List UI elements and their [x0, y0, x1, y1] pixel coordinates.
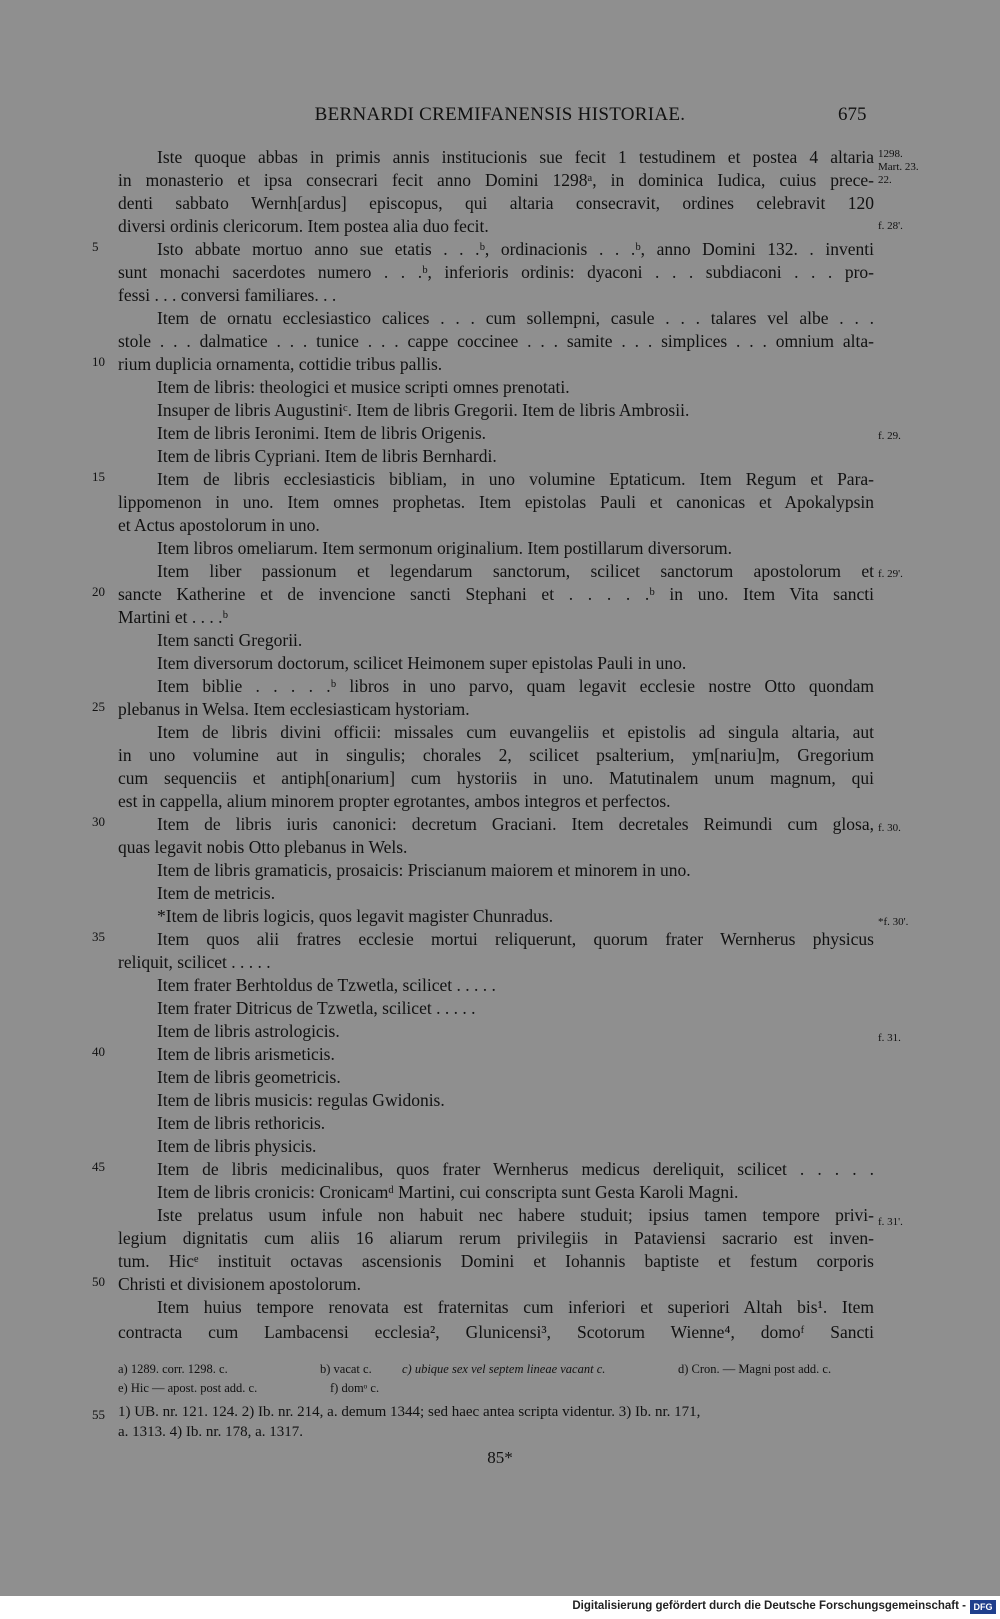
- text-line: Item de libris: theologici et musice scripti omnes prenotati.: [157, 377, 570, 397]
- text-line: Item de ornatu ecclesiastico calices . . . cum sollempni, casule . . . talares vel albe . . .: [157, 308, 874, 328]
- line-number-55: 55: [92, 1407, 105, 1422]
- footnote-b: b) vacat c.: [320, 1362, 372, 1376]
- text-line: Item de libris rethoricis.: [157, 1113, 326, 1133]
- text-line: Item de libris Cypriani. Item de libris Bernhardi.: [157, 446, 497, 466]
- line-number-50: 50: [92, 1274, 105, 1289]
- text-line: Item frater Berhtoldus de Tzwetla, scilicet . . . . .: [157, 975, 496, 995]
- line-number-25: 25: [92, 699, 105, 714]
- reference-line: 1) UB. nr. 121. 124. 2) Ib. nr. 214, a. demum 1344; sed haec antea scripta videntur. 3) Ib. nr. 171,: [118, 1404, 701, 1420]
- line-number-15: 15: [92, 469, 105, 484]
- text-line: Item de libris astrologicis.: [157, 1021, 340, 1041]
- margin-note-folio: f. 28'.: [878, 220, 903, 232]
- margin-note-day: 22.: [878, 174, 892, 186]
- text-line: in monasterio et ipsa consecrari fecit anno Domini 1298ᵃ, in dominica Iudica, cuius prece-: [118, 170, 874, 190]
- text-line: quas legavit nobis Otto plebanus in Wels.: [118, 837, 408, 857]
- signature-mark: 85*: [487, 1448, 513, 1467]
- text-line: Item de libris geometricis.: [157, 1067, 341, 1087]
- text-line: Item de libris divini officii: missales cum euvangeliis et epistolis ad singula altaria, aut: [157, 722, 874, 742]
- text-line: lippomenon in uno. Item omnes prophetas. Item epistolas Pauli et canonicas et Apokalypsin: [118, 492, 874, 512]
- text-line: et Actus apostolorum in uno.: [118, 515, 320, 535]
- line-number-40: 40: [92, 1044, 105, 1059]
- text-line: stole . . . dalmatice . . . tunice . . . cappe coccinee . . . samite . . . simplices . . . omnium alta-: [118, 331, 874, 351]
- text-line: Item liber passionum et legendarum sanctorum, scilicet sanctorum apostolorum et: [157, 561, 874, 581]
- text-line: Item de libris cronicis: Cronicamᵈ Martini, cui conscripta sunt Gesta Karoli Magni.: [157, 1182, 739, 1202]
- margin-note-year: 1298.: [878, 148, 903, 160]
- text-line: est in cappella, alium minorem propter egrotantes, ambos integros et perfectos.: [118, 791, 671, 811]
- text-line: Item sancti Gregorii.: [157, 630, 303, 650]
- text-line: Item quos alii fratres ecclesie mortui reliquerunt, quorum frater Wernherus physicus: [157, 929, 874, 949]
- text-line: Item de libris medicinalibus, quos frater Wernherus medicus dereliquit, scilicet . . . . .: [157, 1159, 874, 1179]
- text-line: *Item de libris logicis, quos legavit magister Chunradus.: [157, 906, 554, 926]
- text-line: sunt monachi sacerdotes numero . . .ᵇ, inferioris ordinis: dyaconi . . . subdiaconi . . . pro-: [118, 262, 874, 282]
- margin-note-folio: *f. 30'.: [878, 916, 909, 928]
- text-line: sancte Katherine et de invencione sancti Stephani et . . . . .ᵇ in uno. Item Vita sancti: [118, 584, 874, 604]
- text-line: in uno volumine aut in singulis; chorales 2, scilicet psalterium, ym[nariu]m, Gregorium: [118, 745, 874, 765]
- text-line: fessi . . . conversi familiares. . .: [118, 285, 337, 305]
- text-line: Item de libris musicis: regulas Gwidonis.: [157, 1090, 445, 1110]
- margin-note-folio: f. 29'.: [878, 568, 903, 580]
- text-line: Item de libris arismeticis.: [157, 1044, 335, 1064]
- line-number-5: 5: [92, 239, 99, 254]
- margin-note-folio: f. 29.: [878, 430, 901, 442]
- text-line: contracta cum Lambacensi ecclesia², Glunicensi³, Scotorum Wienne⁴, domoᶠ Sancti: [118, 1322, 874, 1342]
- text-line: Item huius tempore renovata est fraternitas cum inferiori et superiori Altah bis¹. Item: [157, 1297, 874, 1317]
- text-line: Item libros omeliarum. Item sermonum originalium. Item postillarum diversorum.: [157, 538, 732, 558]
- text-line: Item de libris Ieronimi. Item de libris Origenis.: [157, 423, 487, 443]
- line-number-10: 10: [92, 354, 105, 369]
- line-number-35: 35: [92, 929, 105, 944]
- text-line: Item de libris gramaticis, prosaicis: Priscianum maiorem et minorem in uno.: [157, 860, 691, 880]
- text-line: Item de metricis.: [157, 883, 276, 903]
- text-line: tum. Hicᵉ instituit octavas ascensionis Domini et Iohannis baptiste et festum corporis: [118, 1251, 874, 1271]
- text-line: Iste prelatus usum infule non habuit nec habere studuit; ipsius tamen tempore privi-: [157, 1205, 874, 1225]
- text-line: cum sequenciis et antiph[onarium] cum hystoriis in uno. Matutinalem unum magnum, qui: [118, 768, 874, 788]
- text-line: Iste quoque abbas in primis annis institucionis sue fecit 1 testudinem et postea 4 altaria: [157, 147, 874, 167]
- text-line: Martini et . . . .ᵇ: [118, 607, 228, 627]
- margin-note-folio: f. 30.: [878, 822, 901, 834]
- dfg-logo: DFG: [970, 1600, 996, 1614]
- margin-note-folio: f. 31'.: [878, 1216, 903, 1228]
- footnote-e: e) Hic — apost. post add. c.: [118, 1381, 258, 1395]
- text-line: Insuper de libris Augustiniᶜ. Item de libris Gregorii. Item de libris Ambrosii.: [157, 400, 690, 420]
- text-line: Item frater Ditricus de Tzwetla, scilicet . . . . .: [157, 998, 476, 1018]
- text-line: Item de libris ecclesiasticis bibliam, in uno volumine Eptaticum. Item Regum et Para-: [157, 469, 874, 489]
- text-line: denti sabbato Wernh[ardus] episcopus, qui altaria consecravit, ordines celebravit 120: [118, 193, 874, 213]
- running-title: BERNARDI CREMIFANENSIS HISTORIAE.: [314, 104, 686, 125]
- text-line: Isto abbate mortuo anno sue etatis . . .ᵇ, ordinacionis . . .ᵇ, anno Domini 132. . inventi: [157, 239, 874, 259]
- text-line: Christi et divisionem apostolorum.: [118, 1274, 362, 1294]
- margin-note-date: Mart. 23.: [878, 161, 919, 173]
- footnote-d: d) Cron. — Magni post add. c.: [678, 1362, 832, 1376]
- page-number: 675: [838, 104, 867, 125]
- text-line: Item biblie . . . . .ᵇ libros in uno parvo, quam legavit ecclesie nostre Otto quondam: [157, 676, 874, 696]
- funding-credit: Digitalisierung gefördert durch die Deutsche Forschungsgemeinschaft -: [572, 1600, 966, 1612]
- text-line: rium duplicia ornamenta, cottidie tribus pallis.: [118, 354, 443, 374]
- line-number-30: 30: [92, 814, 105, 829]
- footer-bar: [0, 1596, 1000, 1619]
- footnote-f: f) domᵒ c.: [330, 1381, 380, 1395]
- text-line: diversi ordinis clericorum. Item postea alia duo fecit.: [118, 216, 489, 236]
- text-line: Item de libris physicis.: [157, 1136, 317, 1156]
- text-line: plebanus in Welsa. Item ecclesiasticam hystoriam.: [118, 699, 470, 719]
- footnote-a: a) 1289. corr. 1298. c.: [118, 1362, 228, 1376]
- line-number-20: 20: [92, 584, 105, 599]
- line-number-45: 45: [92, 1159, 105, 1174]
- text-line: legium dignitatis cum aliis 16 aliarum rerum privilegiis in Pataviensi sacrario est inven-: [118, 1228, 874, 1248]
- margin-note-folio: f. 31.: [878, 1032, 901, 1044]
- reference-line: a. 1313. 4) Ib. nr. 178, a. 1317.: [118, 1424, 303, 1440]
- text-line: Item diversorum doctorum, scilicet Heimonem super epistolas Pauli in uno.: [157, 653, 687, 673]
- footnote-c: c) ubique sex vel septem lineae vacant c.: [402, 1362, 606, 1376]
- text-line: Item de libris iuris canonici: decretum Graciani. Item decretales Reimundi cum glosa,: [157, 814, 874, 834]
- text-line: reliquit, scilicet . . . . .: [118, 952, 271, 972]
